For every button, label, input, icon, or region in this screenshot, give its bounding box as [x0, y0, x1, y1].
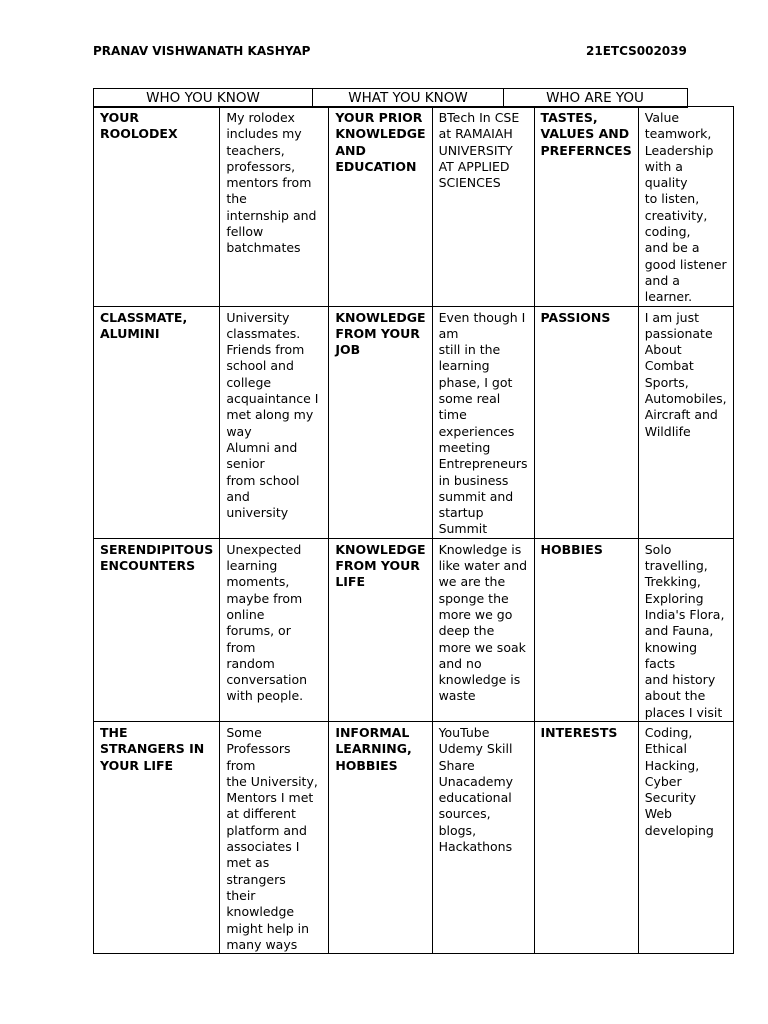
- row-label-who: [94, 107, 220, 307]
- table-row: [94, 306, 734, 538]
- cell-text: Value teamwork, Leadership with a quality to listen, creativity, coding, and be a good listener and a learner.: [644, 110, 727, 305]
- cell-text: HOBBIES: [540, 541, 603, 557]
- cell-text: SERENDIPITOUS ENCOUNTERS: [100, 541, 214, 574]
- row-label-what: [329, 721, 432, 953]
- row-label-who: [94, 538, 220, 721]
- cell-text: My rolodex includes my teachers, professors, mentors from the internship and fellow batchmates: [226, 110, 317, 256]
- row-label-what: [329, 306, 432, 538]
- cell-text: CLASSMATE, ALUMINI: [100, 309, 188, 341]
- row-label-what: [329, 107, 432, 307]
- profile-table: [93, 106, 734, 954]
- cell-who: [220, 107, 329, 307]
- cell-text: PASSIONS: [540, 309, 611, 325]
- cell-text: INFORMAL LEARNING, HOBBIES: [335, 724, 412, 773]
- row-label-are: [534, 721, 638, 953]
- table-row: [94, 721, 734, 953]
- student-name: PRANAV VISHWANATH KASHYAP: [93, 44, 311, 58]
- cell-are: [638, 538, 733, 721]
- cell-text: INTERESTS: [540, 724, 618, 740]
- cell-text: YouTube Udemy Skill Share Unacademy educational sources, blogs, Hackathons: [438, 724, 514, 855]
- row-label-who: [94, 721, 220, 953]
- cell-text: Some Professors from the University, Mentors I met at different platform and associates I met as strangers their knowledge might help in many ways: [226, 724, 318, 952]
- row-label-are: [534, 306, 638, 538]
- header-who-are-you: WHO ARE YOU: [503, 89, 686, 107]
- row-label-what: [329, 538, 432, 721]
- column-header-row: [93, 88, 688, 108]
- cell-text: Solo travelling, Trekking, Exploring India's Flora, and Fauna, knowing facts and history about the places I visit: [644, 541, 725, 720]
- cell-who: [220, 306, 329, 538]
- cell-text: Even though I am still in the learning phase, I got some real time experiences meeting Entrepreneurs in business summit and startup Summit: [438, 309, 528, 537]
- table-row: [94, 538, 734, 721]
- cell-are: [638, 306, 733, 538]
- table-row: [94, 107, 734, 307]
- cell-text: YOUR ROOLODEX: [100, 110, 178, 142]
- cell-what: [432, 306, 534, 538]
- cell-text: THE STRANGERS IN YOUR LIFE: [100, 724, 205, 773]
- cell-are: [638, 721, 733, 953]
- cell-text: YOUR PRIOR KNOWLEDGE AND EDUCATION: [335, 110, 426, 174]
- cell-text: Knowledge is like water and we are the sponge the more we go deep the more we soak and no knowledge is waste: [438, 541, 528, 704]
- cell-who: [220, 538, 329, 721]
- cell-what: [432, 721, 534, 953]
- row-label-are: [534, 538, 638, 721]
- cell-text: KNOWLEDGE FROM YOUR JOB: [335, 309, 426, 358]
- cell-text: Unexpected learning moments, maybe from online forums, or from random conversation with people.: [226, 541, 308, 704]
- header-who-you-know: WHO YOU KNOW: [146, 90, 260, 106]
- row-label-who: [94, 306, 220, 538]
- cell-what: [432, 107, 534, 307]
- cell-are: [638, 107, 733, 307]
- cell-text: BTech In CSE at RAMAIAH UNIVERSITY AT APPLIED SCIENCES: [438, 110, 520, 191]
- cell-who: [220, 721, 329, 953]
- row-label-are: [534, 107, 638, 307]
- cell-text: Coding, Ethical Hacking, Cyber Security Web developing: [644, 724, 714, 838]
- cell-text: University classmates. Friends from school and college acquaintance I met along my way Alumni and senior from school and university: [226, 309, 319, 521]
- cell-text: I am just passionate About Combat Sports, Automobiles, Aircraft and Wildlife: [644, 309, 727, 439]
- student-id: 21ETCS002039: [586, 44, 687, 58]
- cell-text: TASTES, VALUES AND PREFERNCES: [540, 110, 632, 158]
- header-what-you-know: WHAT YOU KNOW: [312, 89, 503, 107]
- cell-what: [432, 538, 534, 721]
- cell-text: KNOWLEDGE FROM YOUR LIFE: [335, 541, 426, 590]
